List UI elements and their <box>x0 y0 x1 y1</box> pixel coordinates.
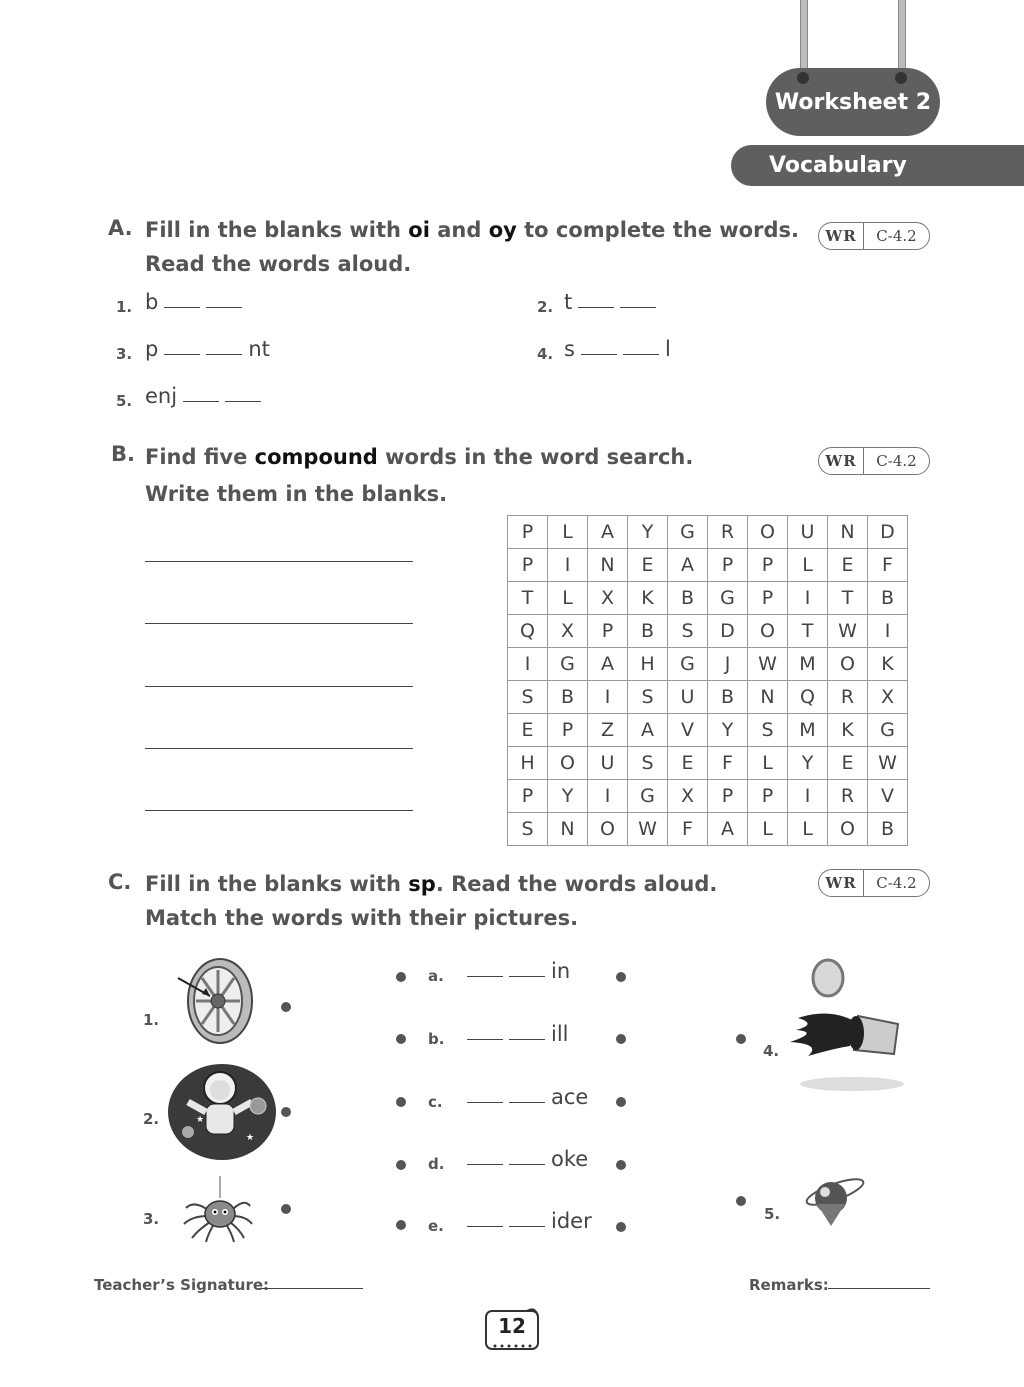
section-b-instructions: Find five compound words in the word search. Write them in the blanks. <box>145 445 694 506</box>
page-number: 12 <box>498 1314 526 1338</box>
a-item-number: 1. <box>116 298 133 316</box>
grid-cell[interactable]: P <box>508 549 548 582</box>
grid-cell[interactable]: Y <box>788 747 828 780</box>
grid-cell[interactable]: U <box>588 747 628 780</box>
a-item-number: 4. <box>537 345 554 363</box>
grid-cell[interactable]: G <box>548 648 588 681</box>
grid-row <box>508 813 908 846</box>
hanger-dot-left <box>797 72 809 84</box>
grid-cell[interactable]: N <box>548 813 588 846</box>
grid-cell[interactable]: Y <box>708 714 748 747</box>
picture-number: 4. <box>763 1042 780 1060</box>
astronaut-icon <box>166 1062 278 1162</box>
grid-cell[interactable]: L <box>748 813 788 846</box>
grid-cell[interactable]: X <box>588 582 628 615</box>
grid-cell[interactable]: G <box>708 582 748 615</box>
grid-row <box>508 681 908 714</box>
answer-line[interactable] <box>145 623 413 624</box>
remarks-label: Remarks: <box>749 1276 829 1294</box>
grid-cell[interactable]: H <box>628 648 668 681</box>
grid-cell[interactable]: L <box>548 516 588 549</box>
grid-cell[interactable]: E <box>828 549 868 582</box>
grid-cell[interactable]: P <box>548 714 588 747</box>
grid-cell[interactable]: E <box>668 747 708 780</box>
grid-cell[interactable]: W <box>748 648 788 681</box>
answer-line[interactable] <box>145 748 413 749</box>
grid-cell[interactable]: D <box>708 615 748 648</box>
grid-cell[interactable]: N <box>588 549 628 582</box>
spill-icon <box>786 956 910 1094</box>
grid-cell[interactable]: L <box>748 747 788 780</box>
picture-number: 1. <box>143 1011 160 1029</box>
grid-cell[interactable]: S <box>748 714 788 747</box>
grid-cell[interactable]: I <box>788 780 828 813</box>
match-dot[interactable] <box>281 1107 291 1117</box>
grid-cell[interactable]: S <box>628 747 668 780</box>
answer-line[interactable] <box>145 686 413 687</box>
topic-label: Vocabulary <box>769 153 907 178</box>
c-word: ace <box>467 1085 588 1109</box>
grid-cell[interactable]: P <box>508 516 548 549</box>
match-dot[interactable] <box>396 1034 406 1044</box>
c-word: ill <box>467 1022 569 1046</box>
grid-cell[interactable]: P <box>508 780 548 813</box>
grid-cell[interactable]: A <box>628 714 668 747</box>
word-letter: e. <box>428 1217 444 1235</box>
grid-cell[interactable]: M <box>788 714 828 747</box>
grid-cell[interactable]: W <box>828 615 868 648</box>
worksheet-title <box>766 68 940 136</box>
grid-cell[interactable]: R <box>828 780 868 813</box>
grid-cell[interactable]: B <box>868 582 908 615</box>
match-dot[interactable] <box>736 1034 746 1044</box>
match-dot[interactable] <box>281 1002 291 1012</box>
grid-cell[interactable]: E <box>828 747 868 780</box>
grid-cell[interactable]: L <box>548 582 588 615</box>
svg-text:★: ★ <box>246 1133 255 1143</box>
a-item-number: 3. <box>116 345 133 363</box>
grid-cell[interactable]: O <box>828 648 868 681</box>
grid-cell[interactable]: Q <box>788 681 828 714</box>
grid-cell[interactable]: K <box>868 648 908 681</box>
match-dot[interactable] <box>396 1220 406 1230</box>
a-item-number: 2. <box>537 298 554 316</box>
match-dot[interactable] <box>396 1160 406 1170</box>
grid-row <box>508 747 908 780</box>
hanger-left <box>800 0 808 72</box>
grid-row <box>508 549 908 582</box>
match-dot[interactable] <box>396 972 406 982</box>
match-dot[interactable] <box>616 1034 626 1044</box>
grid-cell[interactable]: G <box>628 780 668 813</box>
section-c-badge: WR C-4.2 <box>818 869 930 897</box>
grid-cell[interactable]: O <box>588 813 628 846</box>
a-item-word: b <box>145 290 242 314</box>
c-word: in <box>467 959 570 983</box>
grid-cell[interactable]: F <box>868 549 908 582</box>
grid-cell[interactable]: S <box>668 615 708 648</box>
grid-cell[interactable]: S <box>508 813 548 846</box>
section-b-letter: B. <box>111 442 135 466</box>
grid-cell[interactable]: O <box>748 516 788 549</box>
grid-cell[interactable]: F <box>708 747 748 780</box>
word-letter: b. <box>428 1030 445 1048</box>
grid-cell[interactable]: R <box>828 681 868 714</box>
a-item-number: 5. <box>116 392 133 410</box>
grid-cell[interactable]: N <box>748 681 788 714</box>
word-search-grid <box>507 515 908 846</box>
word-letter: c. <box>428 1093 443 1111</box>
grid-cell[interactable]: A <box>708 813 748 846</box>
teacher-signature-line[interactable] <box>260 1288 363 1289</box>
grid-cell[interactable]: I <box>548 549 588 582</box>
a-item-word: t <box>564 290 656 314</box>
answer-line[interactable] <box>145 810 413 811</box>
a-item-word: s l <box>564 337 671 361</box>
grid-cell[interactable]: B <box>668 582 708 615</box>
grid-cell[interactable]: E <box>628 549 668 582</box>
c-word: oke <box>467 1147 588 1171</box>
grid-cell[interactable]: F <box>668 813 708 846</box>
picture-number: 3. <box>143 1210 160 1228</box>
grid-cell[interactable]: P <box>748 549 788 582</box>
hanger-dot-right <box>895 72 907 84</box>
grid-cell[interactable]: V <box>868 780 908 813</box>
topic-banner <box>731 145 1024 186</box>
word-letter: a. <box>428 967 444 985</box>
grid-cell[interactable]: P <box>708 780 748 813</box>
grid-cell[interactable]: Y <box>628 516 668 549</box>
picture-number: 2. <box>143 1110 160 1128</box>
grid-cell[interactable]: K <box>828 714 868 747</box>
match-dot[interactable] <box>616 1097 626 1107</box>
match-dot[interactable] <box>616 972 626 982</box>
grid-cell[interactable]: P <box>748 780 788 813</box>
grid-cell[interactable]: E <box>508 714 548 747</box>
grid-cell[interactable]: Q <box>508 615 548 648</box>
grid-row <box>508 648 908 681</box>
grid-cell[interactable]: G <box>668 516 708 549</box>
grid-cell[interactable]: G <box>868 714 908 747</box>
grid-cell[interactable]: B <box>628 615 668 648</box>
grid-cell[interactable]: T <box>508 582 548 615</box>
spider-icon <box>180 1176 254 1244</box>
grid-cell[interactable]: V <box>668 714 708 747</box>
grid-cell[interactable]: I <box>868 615 908 648</box>
grid-cell[interactable]: J <box>708 648 748 681</box>
grid-cell[interactable]: B <box>548 681 588 714</box>
worksheet-label: Worksheet 2 <box>774 89 932 115</box>
grid-cell[interactable]: P <box>708 549 748 582</box>
grid-cell[interactable]: G <box>668 648 708 681</box>
grid-cell[interactable]: O <box>828 813 868 846</box>
match-dot[interactable] <box>616 1160 626 1170</box>
grid-cell[interactable]: X <box>868 681 908 714</box>
section-c-instructions: Fill in the blanks with sp. Read the words aloud. Match the words with their pictures. <box>145 872 718 930</box>
grid-cell[interactable]: S <box>628 681 668 714</box>
wheel-icon <box>176 956 258 1046</box>
grid-cell[interactable]: N <box>828 516 868 549</box>
spinning-top-icon <box>803 1170 867 1228</box>
grid-cell[interactable]: U <box>668 681 708 714</box>
answer-line[interactable] <box>145 561 413 562</box>
match-dot[interactable] <box>396 1097 406 1107</box>
a-item-word: enj <box>145 384 261 408</box>
picture-number: 5. <box>764 1205 781 1223</box>
grid-cell[interactable]: W <box>628 813 668 846</box>
section-a-letter: A. <box>108 216 133 240</box>
remarks-line[interactable] <box>828 1288 930 1289</box>
grid-cell[interactable]: T <box>788 615 828 648</box>
grid-row <box>508 780 908 813</box>
grid-cell[interactable]: T <box>828 582 868 615</box>
grid-cell[interactable]: A <box>668 549 708 582</box>
grid-row <box>508 714 908 747</box>
grid-cell[interactable]: M <box>788 648 828 681</box>
grid-cell[interactable]: I <box>788 582 828 615</box>
hanger-right <box>898 0 906 72</box>
grid-cell[interactable]: P <box>588 615 628 648</box>
word-letter: d. <box>428 1155 445 1173</box>
svg-text:★: ★ <box>196 1115 205 1125</box>
grid-cell[interactable]: L <box>788 549 828 582</box>
section-a-instructions: Fill in the blanks with oi and oy to complete the words. Read the words aloud. <box>145 218 799 276</box>
grid-cell[interactable]: I <box>508 648 548 681</box>
grid-row <box>508 516 908 549</box>
grid-cell[interactable]: D <box>868 516 908 549</box>
grid-cell[interactable]: S <box>508 681 548 714</box>
grid-cell[interactable]: A <box>588 648 628 681</box>
grid-cell[interactable]: O <box>548 747 588 780</box>
grid-cell[interactable]: B <box>708 681 748 714</box>
grid-cell[interactable]: A <box>588 516 628 549</box>
grid-cell[interactable]: X <box>548 615 588 648</box>
grid-cell[interactable]: X <box>668 780 708 813</box>
grid-row <box>508 615 908 648</box>
match-dot[interactable] <box>616 1222 626 1232</box>
grid-cell[interactable]: Z <box>588 714 628 747</box>
grid-cell[interactable]: P <box>748 582 788 615</box>
grid-row <box>508 582 908 615</box>
section-c-letter: C. <box>108 870 132 894</box>
grid-cell[interactable]: B <box>868 813 908 846</box>
c-word: ider <box>467 1209 592 1233</box>
teacher-signature-label: Teacher’s Signature: <box>94 1276 270 1294</box>
match-dot[interactable] <box>281 1204 291 1214</box>
grid-cell[interactable]: I <box>588 780 628 813</box>
grid-cell[interactable]: U <box>788 516 828 549</box>
grid-cell[interactable]: W <box>868 747 908 780</box>
a-item-word: p nt <box>145 337 270 361</box>
grid-cell[interactable]: R <box>708 516 748 549</box>
grid-cell[interactable]: K <box>628 582 668 615</box>
section-b-badge: WR C-4.2 <box>818 447 930 475</box>
section-a-badge: WR C-4.2 <box>818 222 930 250</box>
grid-cell[interactable]: I <box>588 681 628 714</box>
grid-cell[interactable]: H <box>508 747 548 780</box>
match-dot[interactable] <box>736 1196 746 1206</box>
grid-cell[interactable]: Y <box>548 780 588 813</box>
grid-cell[interactable]: O <box>748 615 788 648</box>
grid-cell[interactable]: L <box>788 813 828 846</box>
